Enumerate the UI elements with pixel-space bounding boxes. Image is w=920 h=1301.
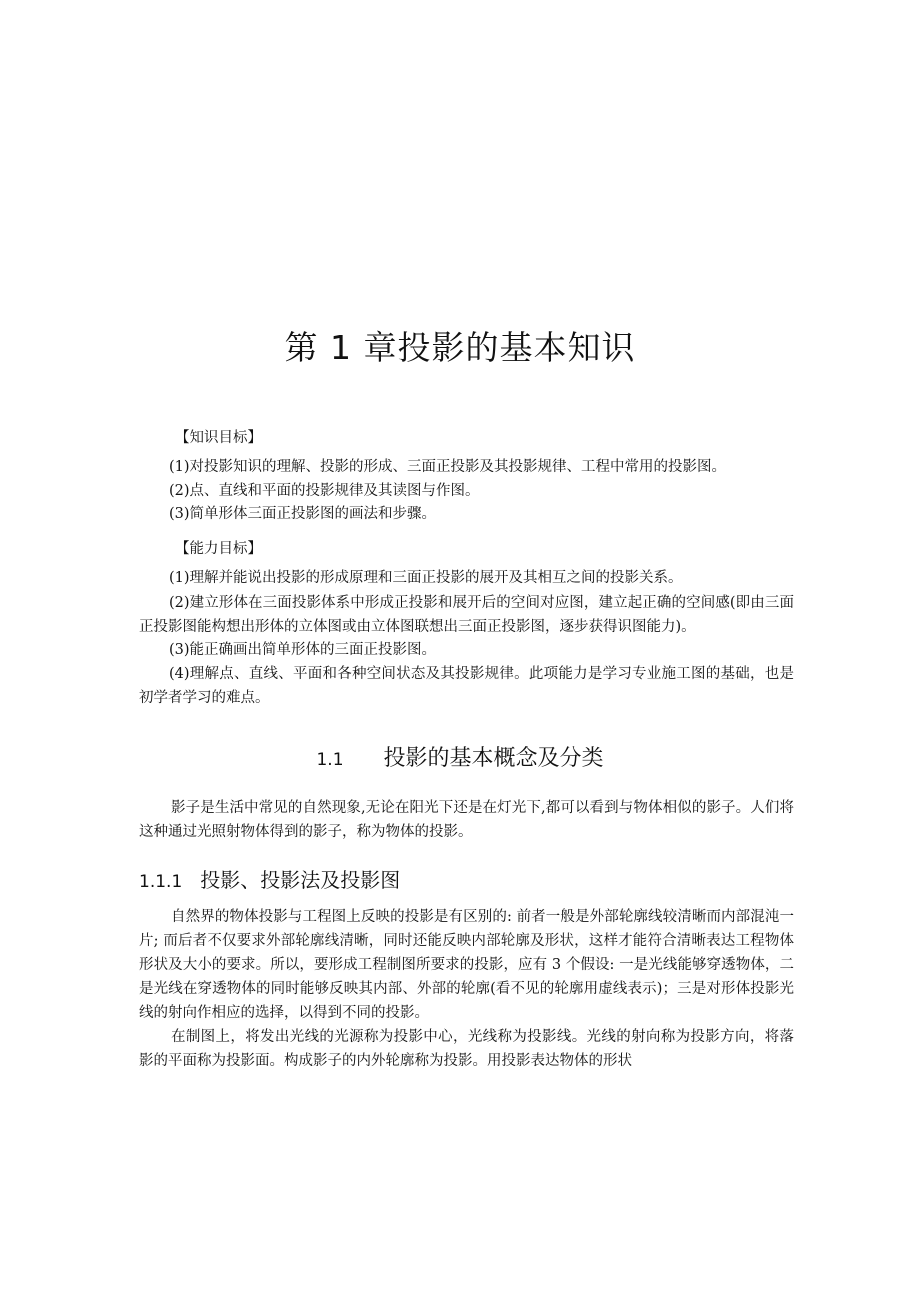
knowledge-goal-3: (3)简单形体三面正投影图的画法和步骤。 [169, 506, 437, 522]
ability-goal-3: (3)能正确画出简单形体的三面正投影图。 [169, 641, 437, 658]
section-1-1-1-paragraph-1: 自然界的物体投影与工程图上反映的投影是有区别的: 前者一般是外部轮廓线较清晰而内部混沌一片; 而后者不仅要求外部轮廓线清晰，同时还能反映内部轮廓及形状，这样才能符合清晰表达工程物体形状及大小的要求。所以，要形成工程制图所要求的投影，应有 3 个假设: 一是光线能够穿透物体，二是光线在穿透物体的同时能够反映其内部、外部的轮廓(看不见的轮廓用虚线表示)；三是对形体投影光线的射向作相应的选择，以得到不同的投影。 [139, 909, 794, 1021]
section-heading-1-1 [0, 741, 920, 772]
section-title-text: 投影的基本概念及分类 [383, 746, 604, 771]
chapter-title: 第 1 章投影的基本知识 [284, 328, 636, 367]
knowledge-goals [139, 427, 794, 527]
knowledge-goal-2: (2)点、直线和平面的投影规律及其读图与作图。 [169, 482, 480, 499]
ability-goal-1: (1)理解并能说出投影的形成原理和三面正投影的展开及其相互之间的投影关系。 [169, 570, 683, 586]
section-1-1-body [139, 796, 794, 844]
subsection-number: 1.1.1 [139, 872, 183, 892]
section-1-1-1-paragraph-2: 在制图上，将发出光线的光源称为投影中心，光线称为投影线。光线的射向称为投影方向，将落影的平面称为投影面。构成影子的内外轮廓称为投影。用投影表达物体的形状 [139, 1029, 794, 1069]
section-number: 1.1 [316, 750, 344, 770]
knowledge-goal-1: (1)对投影知识的理解、投影的形成、三面正投影及其投影规律、工程中常用的投影图。 [169, 459, 727, 475]
section-1-1-paragraph: 影子是生活中常见的自然现象,无论在阳光下还是在灯光下,都可以看到与物体相似的影子。人们将这种通过光照射物体得到的影子，称为物体的投影。 [139, 800, 794, 840]
section-1-1-1-body [139, 905, 794, 1073]
knowledge-goals-heading: 【知识目标】 [175, 430, 262, 446]
ability-goals [139, 538, 794, 710]
ability-goals-heading: 【能力目标】 [175, 541, 262, 557]
section-heading-1-1-1 [139, 864, 400, 893]
subsection-title-text: 投影、投影法及投影图 [200, 868, 401, 892]
ability-goal-4: (4)理解点、直线、平面和各种空间状态及其投影规律。此项能力是学习专业施工图的基础，也是初学者学习的难点。 [139, 666, 794, 706]
ability-goal-2: (2)建立形体在三面投影体系中形成正投影和展开后的空间对应图，建立起正确的空间感(即由三面正投影图能构想出形体的立体图或由立体图联想出三面正投影图，逐步获得识图能力)。 [139, 594, 794, 635]
